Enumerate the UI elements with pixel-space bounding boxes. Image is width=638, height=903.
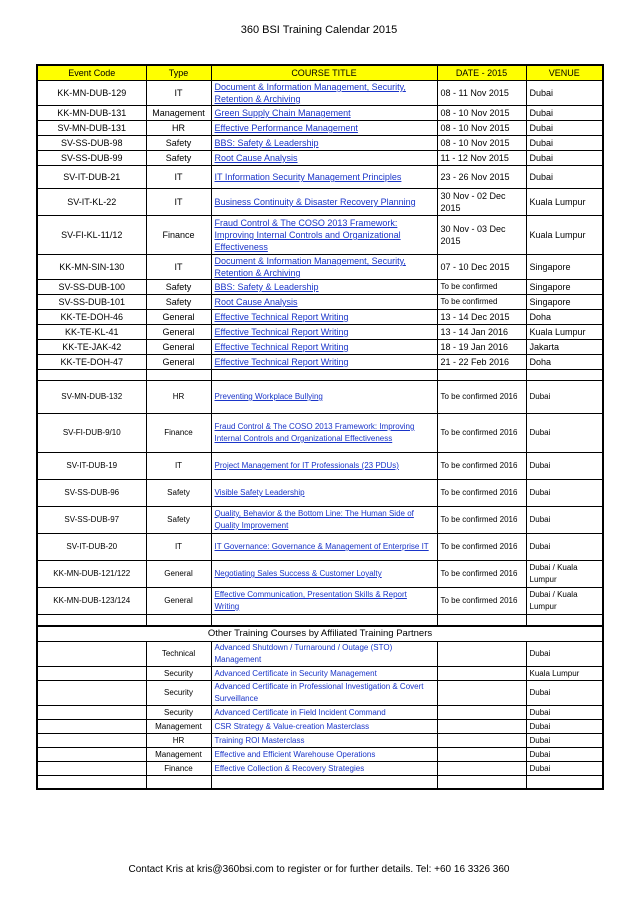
course-venue: Dubai: [526, 681, 603, 706]
section-header-row: [37, 626, 603, 642]
course-title-link[interactable]: Effective Technical Report Writing: [211, 340, 437, 355]
empty-cell: [526, 615, 603, 627]
event-code: SV-SS-DUB-98: [37, 136, 146, 151]
event-code: SV-IT-DUB-20: [37, 534, 146, 561]
event-code: SV-SS-DUB-96: [37, 480, 146, 507]
course-date: 08 - 10 Nov 2015: [437, 121, 526, 136]
course-date: To be confirmed: [437, 280, 526, 295]
course-venue: Singapore: [526, 280, 603, 295]
course-venue: Dubai: [526, 507, 603, 534]
course-title-link[interactable]: Effective Collection & Recovery Strategies: [211, 762, 437, 776]
event-code: KK-MN-SIN-130: [37, 255, 146, 280]
course-type: Safety: [146, 507, 211, 534]
course-venue: Jakarta: [526, 340, 603, 355]
empty-cell: [211, 776, 437, 790]
empty-cell: [437, 776, 526, 790]
course-venue: Singapore: [526, 255, 603, 280]
empty-code-cell: [37, 681, 146, 706]
empty-date-cell: [437, 706, 526, 720]
course-title-link[interactable]: Effective Technical Report Writing: [211, 325, 437, 340]
course-type: Management: [146, 748, 211, 762]
course-title-link[interactable]: Advanced Certificate in Field Incident Command: [211, 706, 437, 720]
affiliated-course-row: [37, 720, 603, 734]
course-type: IT: [146, 255, 211, 280]
tbc-course-row: [37, 507, 603, 534]
course-type: Safety: [146, 151, 211, 166]
course-date: 08 - 10 Nov 2015: [437, 136, 526, 151]
course-title-link[interactable]: Quality, Behavior & the Bottom Line: The Human Side of Quality Improvement: [211, 507, 437, 534]
course-type: HR: [146, 381, 211, 414]
course-venue: Kuala Lumpur: [526, 325, 603, 340]
course-venue: Dubai / Kuala Lumpur: [526, 588, 603, 615]
empty-cell: [37, 615, 146, 627]
footer-contact: Contact Kris at kris@360bsi.com to register or for further details. Tel: +60 16 3326 360: [128, 864, 510, 875]
course-date: To be confirmed 2016: [437, 453, 526, 480]
empty-code-cell: [37, 706, 146, 720]
course-row: [37, 340, 603, 355]
course-title-link[interactable]: Effective Technical Report Writing: [211, 355, 437, 370]
course-venue: Kuala Lumpur: [526, 216, 603, 255]
course-venue: Dubai: [526, 106, 603, 121]
event-code: SV-MN-DUB-131: [37, 121, 146, 136]
course-type: Management: [146, 106, 211, 121]
spacer-row: [37, 776, 603, 790]
course-date: To be confirmed: [437, 295, 526, 310]
empty-date-cell: [437, 748, 526, 762]
course-venue: Dubai: [526, 748, 603, 762]
course-date: 30 Nov - 02 Dec 2015: [437, 189, 526, 216]
tbc-course-row: [37, 588, 603, 615]
course-type: Technical: [146, 642, 211, 667]
course-title-link[interactable]: BBS: Safety & Leadership: [211, 280, 437, 295]
course-row: [37, 151, 603, 166]
tbc-course-row: [37, 381, 603, 414]
course-type: HR: [146, 734, 211, 748]
course-date: 30 Nov - 03 Dec 2015: [437, 216, 526, 255]
course-title-link[interactable]: Effective and Efficient Warehouse Operations: [211, 748, 437, 762]
course-date: To be confirmed 2016: [437, 507, 526, 534]
course-type: IT: [146, 81, 211, 106]
course-venue: Dubai: [526, 121, 603, 136]
header-venue: VENUE: [526, 65, 603, 81]
course-row: [37, 189, 603, 216]
empty-cell: [37, 370, 146, 381]
event-code: SV-IT-DUB-21: [37, 166, 146, 189]
event-code: KK-MN-DUB-123/124: [37, 588, 146, 615]
empty-cell: [211, 370, 437, 381]
course-title-link[interactable]: IT Information Security Management Principles: [211, 166, 437, 189]
scheduled-courses: [37, 81, 603, 381]
course-venue: Dubai: [526, 480, 603, 507]
empty-date-cell: [437, 734, 526, 748]
affiliated-course-row: [37, 748, 603, 762]
empty-code-cell: [37, 762, 146, 776]
event-code: SV-SS-DUB-100: [37, 280, 146, 295]
spacer-row: [37, 370, 603, 381]
course-venue: Dubai: [526, 414, 603, 453]
tbc-course-row: [37, 480, 603, 507]
tbc-course-row: [37, 453, 603, 480]
course-venue: Dubai / Kuala Lumpur: [526, 561, 603, 588]
course-title-link[interactable]: Green Supply Chain Management: [211, 106, 437, 121]
course-date: To be confirmed 2016: [437, 588, 526, 615]
course-row: [37, 355, 603, 370]
empty-cell: [146, 776, 211, 790]
event-code: KK-MN-DUB-129: [37, 81, 146, 106]
empty-code-cell: [37, 642, 146, 667]
course-venue: Dubai: [526, 453, 603, 480]
course-venue: Doha: [526, 310, 603, 325]
tbc-course-row: [37, 561, 603, 588]
other-section-title: Other Training Courses by Affiliated Training Partners: [37, 626, 603, 642]
empty-cell: [437, 370, 526, 381]
empty-cell: [146, 615, 211, 627]
empty-code-cell: [37, 667, 146, 681]
course-venue: Dubai: [526, 151, 603, 166]
course-venue: Dubai: [526, 642, 603, 667]
course-title-link[interactable]: Root Cause Analysis: [211, 151, 437, 166]
event-code: KK-TE-KL-41: [37, 325, 146, 340]
course-type: Management: [146, 720, 211, 734]
event-code: SV-SS-DUB-97: [37, 507, 146, 534]
course-row: [37, 255, 603, 280]
header-date: DATE - 2015: [437, 65, 526, 81]
course-title-link[interactable]: Negotiating Sales Success & Customer Loyalty: [211, 561, 437, 588]
course-venue: Doha: [526, 355, 603, 370]
tbc-course-row: [37, 534, 603, 561]
course-type: Finance: [146, 216, 211, 255]
course-row: [37, 325, 603, 340]
header-type: Type: [146, 65, 211, 81]
empty-date-cell: [437, 681, 526, 706]
course-type: General: [146, 355, 211, 370]
course-type: IT: [146, 189, 211, 216]
empty-date-cell: [437, 642, 526, 667]
course-venue: Kuala Lumpur: [526, 189, 603, 216]
course-date: To be confirmed 2016: [437, 381, 526, 414]
event-code: SV-IT-KL-22: [37, 189, 146, 216]
course-venue: Dubai: [526, 720, 603, 734]
course-title-link[interactable]: IT Governance: Governance & Management of Enterprise IT: [211, 534, 437, 561]
course-title-link[interactable]: Visible Safety Leadership: [211, 480, 437, 507]
course-title-link[interactable]: Root Cause Analysis: [211, 295, 437, 310]
event-code: SV-FI-KL-11/12: [37, 216, 146, 255]
spacer-row: [37, 615, 603, 627]
event-code: KK-TE-DOH-47: [37, 355, 146, 370]
course-title-link[interactable]: Advanced Certificate in Professional Investigation & Covert Surveillance: [211, 681, 437, 706]
course-date: 08 - 11 Nov 2015: [437, 81, 526, 106]
course-row: [37, 216, 603, 255]
event-code: SV-MN-DUB-132: [37, 381, 146, 414]
page-title: 360 BSI Training Calendar 2015: [240, 24, 398, 36]
affiliated-course-row: [37, 706, 603, 720]
course-type: General: [146, 561, 211, 588]
course-title-link[interactable]: Project Management for IT Professionals (23 PDUs): [211, 453, 437, 480]
empty-code-cell: [37, 720, 146, 734]
course-type: Security: [146, 681, 211, 706]
course-type: Finance: [146, 762, 211, 776]
event-code: KK-MN-DUB-121/122: [37, 561, 146, 588]
affiliated-course-row: [37, 667, 603, 681]
course-title-link[interactable]: Advanced Certificate in Security Management: [211, 667, 437, 681]
course-type: Security: [146, 706, 211, 720]
course-date: 07 - 10 Dec 2015: [437, 255, 526, 280]
course-row: [37, 166, 603, 189]
course-date: 18 - 19 Jan 2016: [437, 340, 526, 355]
course-title-link[interactable]: Document & Information Management, Security, Retention & Archiving: [211, 255, 437, 280]
course-venue: Dubai: [526, 381, 603, 414]
course-venue: Dubai: [526, 81, 603, 106]
affiliated-courses: [37, 626, 603, 789]
training-calendar-table: [36, 64, 604, 790]
course-venue: Singapore: [526, 295, 603, 310]
course-type: IT: [146, 534, 211, 561]
empty-code-cell: [37, 748, 146, 762]
course-date: 23 - 26 Nov 2015: [437, 166, 526, 189]
affiliated-course-row: [37, 642, 603, 667]
course-type: Safety: [146, 480, 211, 507]
course-row: [37, 81, 603, 106]
course-row: [37, 136, 603, 151]
tbc-courses: [37, 381, 603, 627]
course-row: [37, 106, 603, 121]
course-type: Safety: [146, 295, 211, 310]
course-venue: Dubai: [526, 762, 603, 776]
empty-cell: [211, 615, 437, 627]
course-venue: Dubai: [526, 734, 603, 748]
course-title-link[interactable]: Effective Communication, Presentation Skills & Report Writing: [211, 588, 437, 615]
event-code: KK-TE-JAK-42: [37, 340, 146, 355]
course-title-link[interactable]: Document & Information Management, Security, Retention & Archiving: [211, 81, 437, 106]
course-date: To be confirmed 2016: [437, 561, 526, 588]
course-type: Safety: [146, 136, 211, 151]
course-title-link[interactable]: Fraud Control & The COSO 2013 Framework: Improving Internal Controls and Organizational Effectiveness: [211, 216, 437, 255]
empty-date-cell: [437, 667, 526, 681]
course-type: IT: [146, 453, 211, 480]
course-title-link[interactable]: CSR Strategy & Value-creation Masterclass: [211, 720, 437, 734]
course-venue: Dubai: [526, 706, 603, 720]
empty-date-cell: [437, 762, 526, 776]
course-type: HR: [146, 121, 211, 136]
course-type: Security: [146, 667, 211, 681]
course-title-link[interactable]: Advanced Shutdown / Turnaround / Outage (STO) Management: [211, 642, 437, 667]
course-date: 21 - 22 Feb 2016: [437, 355, 526, 370]
empty-code-cell: [37, 734, 146, 748]
empty-cell: [526, 776, 603, 790]
course-type: Finance: [146, 414, 211, 453]
course-date: 13 - 14 Dec 2015: [437, 310, 526, 325]
event-code: KK-MN-DUB-131: [37, 106, 146, 121]
course-date: To be confirmed 2016: [437, 480, 526, 507]
event-code: SV-SS-DUB-99: [37, 151, 146, 166]
course-date: 08 - 10 Nov 2015: [437, 106, 526, 121]
course-title-link[interactable]: Preventing Workplace Bullying: [211, 381, 437, 414]
course-row: [37, 121, 603, 136]
course-title-link[interactable]: Training ROI Masterclass: [211, 734, 437, 748]
empty-cell: [37, 776, 146, 790]
course-type: Safety: [146, 280, 211, 295]
course-type: General: [146, 310, 211, 325]
course-type: General: [146, 340, 211, 355]
course-row: [37, 295, 603, 310]
course-title-link[interactable]: BBS: Safety & Leadership: [211, 136, 437, 151]
course-title-link[interactable]: Fraud Control & The COSO 2013 Framework: Improving Internal Controls and Organizational Effectiveness: [211, 414, 437, 453]
course-date: To be confirmed 2016: [437, 534, 526, 561]
course-venue: Dubai: [526, 534, 603, 561]
event-code: KK-TE-DOH-46: [37, 310, 146, 325]
header-course-title: COURSE TITLE: [211, 65, 437, 81]
course-date: 11 - 12 Nov 2015: [437, 151, 526, 166]
empty-cell: [437, 615, 526, 627]
course-title-link[interactable]: Business Continuity & Disaster Recovery Planning: [211, 189, 437, 216]
header-event-code: Event Code: [37, 65, 146, 81]
course-title-link[interactable]: Effective Performance Management: [211, 121, 437, 136]
course-title-link[interactable]: Effective Technical Report Writing: [211, 310, 437, 325]
affiliated-course-row: [37, 762, 603, 776]
course-venue: Dubai: [526, 166, 603, 189]
course-date: To be confirmed 2016: [437, 414, 526, 453]
course-type: IT: [146, 166, 211, 189]
affiliated-course-row: [37, 681, 603, 706]
empty-cell: [146, 370, 211, 381]
course-type: General: [146, 325, 211, 340]
empty-cell: [526, 370, 603, 381]
course-venue: Dubai: [526, 136, 603, 151]
empty-date-cell: [437, 720, 526, 734]
course-row: [37, 310, 603, 325]
course-row: [37, 280, 603, 295]
course-type: General: [146, 588, 211, 615]
affiliated-course-row: [37, 734, 603, 748]
event-code: SV-IT-DUB-19: [37, 453, 146, 480]
header-row: [37, 65, 603, 81]
course-venue: Kuala Lumpur: [526, 667, 603, 681]
course-date: 13 - 14 Jan 2016: [437, 325, 526, 340]
tbc-course-row: [37, 414, 603, 453]
event-code: SV-FI-DUB-9/10: [37, 414, 146, 453]
event-code: SV-SS-DUB-101: [37, 295, 146, 310]
